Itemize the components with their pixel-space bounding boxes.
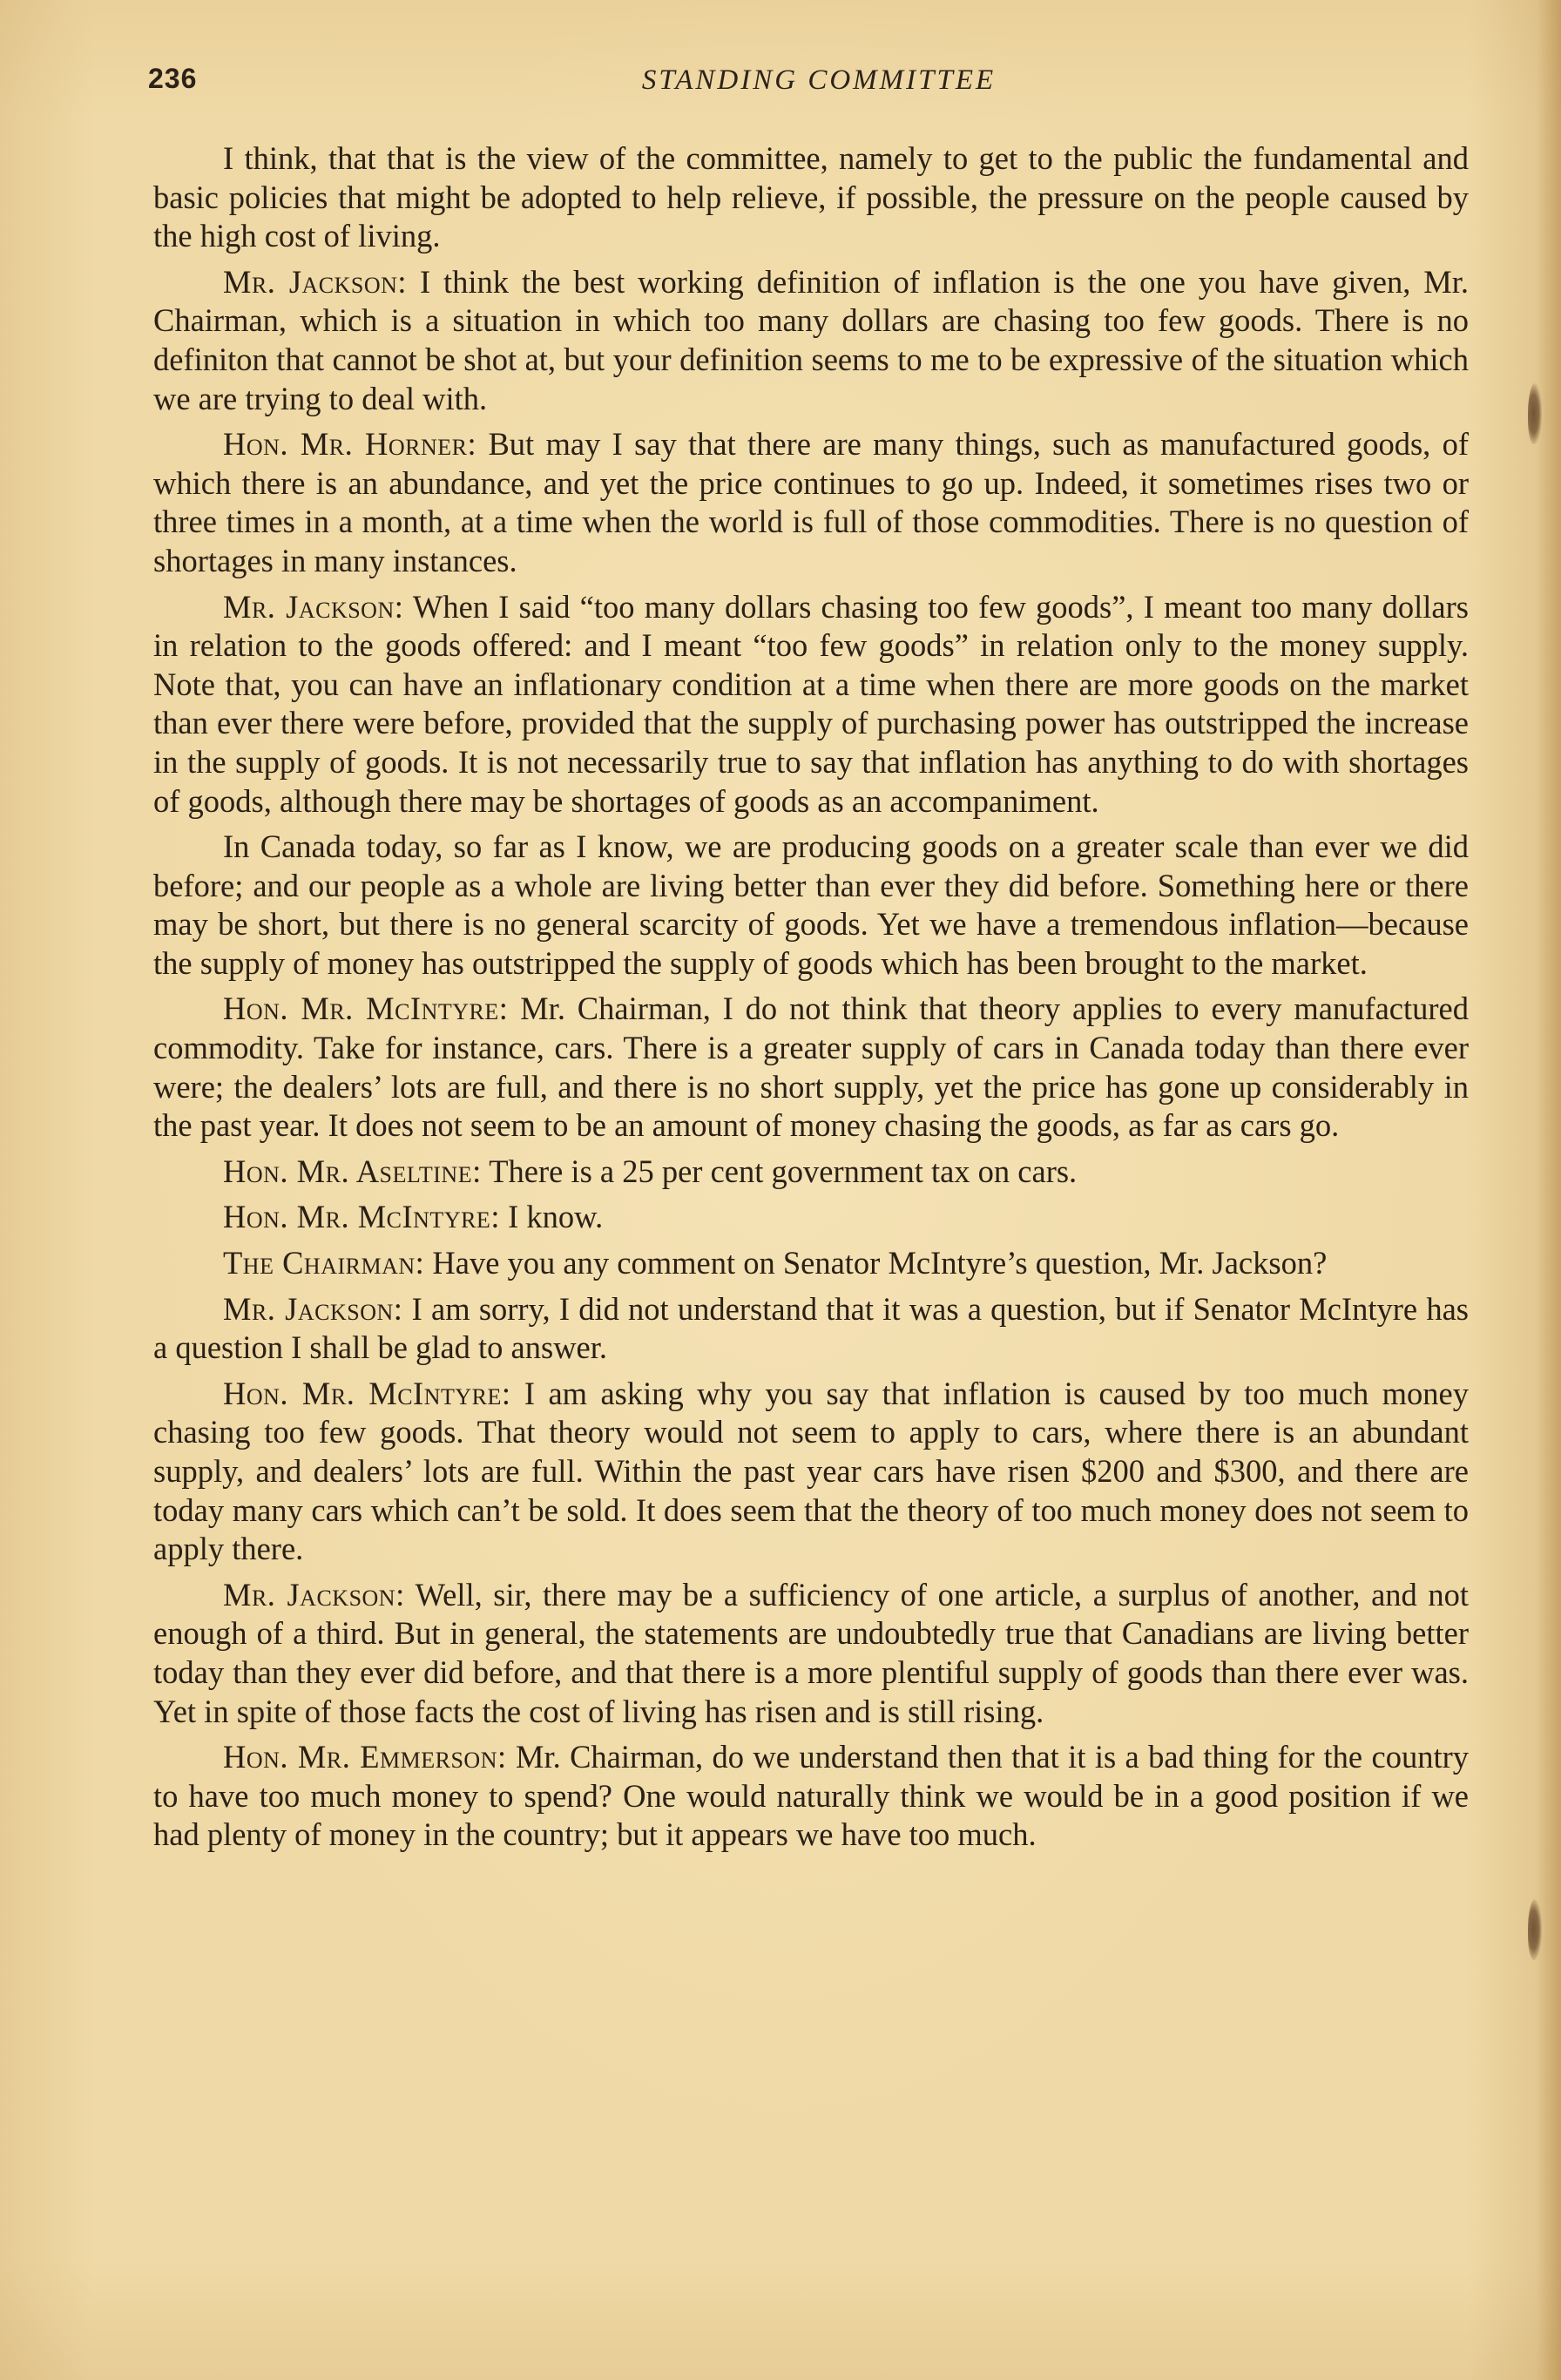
- paragraph-text: Well, sir, there may be a sufficiency of one article, a surplus of another, and not enough of a third. But in general, the statements are undoubtedly true that Canadians are living better today than they ever did before, and that there is a more plentiful supply of goods than there ever was. Yet in spite of those facts the cost of living has risen and is still rising.: [153, 1576, 1469, 1729]
- binding-clip-mark: [1528, 383, 1542, 444]
- paragraph: [153, 1244, 1469, 1283]
- page-number: 236: [148, 63, 198, 94]
- paragraph: [153, 1375, 1469, 1569]
- speaker-label: Hon. Mr. Emmerson:: [223, 1739, 507, 1775]
- page-edge-shadow: [1537, 0, 1561, 2380]
- paragraph: [153, 139, 1469, 256]
- speaker-label: The Chairman:: [223, 1245, 425, 1281]
- paragraph-text: Have you any comment on Senator McIntyre’s question, Mr. Jackson?: [424, 1245, 1328, 1281]
- speaker-label: Hon. Mr. Aseltine:: [223, 1153, 482, 1189]
- paragraph: [153, 425, 1469, 580]
- paragraph: [153, 1738, 1469, 1855]
- running-head: STANDING COMMITTEE: [641, 64, 997, 96]
- paragraph-text: Mr. Chairman, I do not think that theory applies to every manufactured commodity. Take for instance, cars. There is a greater supply of cars in Canada today than there ever were; the dealers’ lots are full, and there is no short supply, yet the price has gone up considerably in the past year. It does not seem to be an amount of money chasing the goods, as far as cars go.: [153, 991, 1469, 1144]
- paragraph: [153, 1290, 1469, 1368]
- paragraph-text: Mr. Chairman, do we understand then that it is a bad thing for the country to have too much money to spend? One would naturally think we would be in a good position if we had plenty of money in the country; but it appears we have too much.: [153, 1739, 1469, 1853]
- paragraph: [153, 1576, 1469, 1731]
- paragraph: [153, 588, 1469, 822]
- paragraph: [153, 828, 1469, 983]
- speaker-label: Hon. Mr. Horner:: [223, 426, 477, 463]
- speaker-label: Hon. Mr. McIntyre:: [223, 991, 509, 1027]
- page-header: [148, 63, 1490, 115]
- speaker-label: Mr. Jackson:: [223, 1290, 403, 1327]
- paragraph-text: But may I say that there are many things, such as manufactured goods, of which there is an abundance, and yet the price continues to go up. Indeed, it sometimes rises two or three times in a month, at a time when the world is full of those commodities. There is no question of shortages in many instances.: [153, 426, 1470, 578]
- speaker-label: Mr. Jackson:: [223, 588, 404, 625]
- paragraph-text: I know.: [499, 1199, 604, 1235]
- paragraph-text: In Canada today, so far as I know, we are producing goods on a greater scale than ever we did before; and our people as a whole are living better than ever they did before. Something here or there may be short, but there is no general scarcity of goods. Yet we have a tremendous inflation—because the supply of money has outstripped the supply of goods which has been brought to the market.: [153, 828, 1469, 981]
- paragraph-text: I am sorry, I did not understand that it was a question, but if Senator McIntyre has a question I shall be glad to answer.: [153, 1290, 1469, 1366]
- paragraph-text: When I said “too many dollars chasing too few goods”, I meant too many dollars in relation to the goods offered: and I meant “too few goods” in relation only to the money supply. Note that, you can have an inflationary condition at a time when there are more goods on the market than ever there were before, provided that the supply of purchasing power has outstripped the increase in the supply of goods. It is not necessarily true to say that inflation has anything to do with shortages of goods, although there may be shortages of goods as an accompaniment.: [153, 588, 1469, 819]
- paragraph: [153, 1198, 1469, 1237]
- speaker-label: Hon. Mr. McIntyre:: [223, 1375, 511, 1411]
- paragraph-text: I think, that that is the view of the committee, namely to get to the public the fundamental and basic policies that might be adopted to help relieve, if possible, the pressure on the people caused by the high cost of living.: [153, 140, 1469, 254]
- paragraph: [153, 1153, 1469, 1192]
- speaker-label: Mr. Jackson:: [223, 263, 408, 300]
- speaker-label: Hon. Mr. McIntyre:: [223, 1199, 500, 1235]
- paragraph-text: There is a 25 per cent government tax on cars.: [481, 1153, 1078, 1189]
- paragraph-text: I am asking why you say that inflation is caused by too much money chasing too few goods. That theory would not seem to apply to cars, where there is an abundant supply, and dealers’ lots are full. Within the past year cars have risen $200 and $300, and there are today many cars which can’t be sold. It does seem that the theory of too much money does not seem to apply there.: [153, 1375, 1469, 1567]
- speaker-label: Mr. Jackson:: [223, 1576, 405, 1613]
- body-text: [153, 139, 1469, 1862]
- paragraph: [153, 990, 1469, 1145]
- binding-clip-mark: [1528, 1899, 1542, 1960]
- paragraph: [153, 263, 1469, 418]
- paragraph-text: I think the best working definition of inflation is the one you have given, Mr. Chairman, which is a situation in which too many dollars are chasing too few goods. There is no definiton that cannot be shot at, but your definition seems to me to be expressive of the situation which we are trying to deal with.: [153, 263, 1469, 416]
